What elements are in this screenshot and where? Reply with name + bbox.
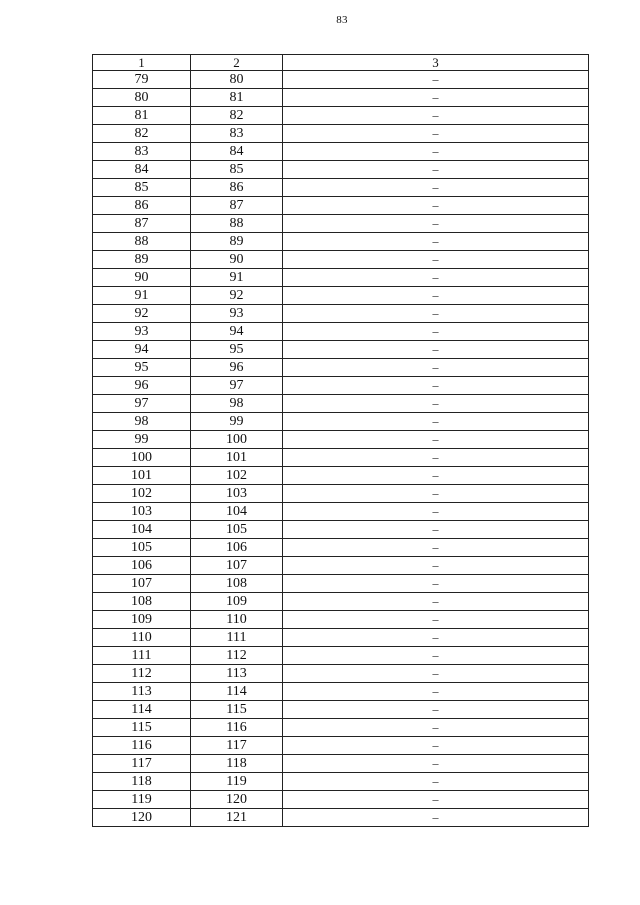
table-cell-col-2: 102: [191, 467, 283, 485]
table-cell-col-2: 95: [191, 341, 283, 359]
table-cell-col-1: 119: [93, 791, 191, 809]
table-row: [93, 89, 589, 107]
table-cell-col-2: 118: [191, 755, 283, 773]
table-cell-col-1: 100: [93, 449, 191, 467]
table-cell-col-2: 87: [191, 197, 283, 215]
table-cell-col-2: 94: [191, 323, 283, 341]
table-row: [93, 647, 589, 665]
table-row: [93, 413, 589, 431]
table-row: [93, 431, 589, 449]
table-cell-col-3: –: [283, 719, 589, 737]
table-cell-col-1: 94: [93, 341, 191, 359]
table-cell-col-3: –: [283, 431, 589, 449]
table-cell-col-3: –: [283, 755, 589, 773]
table-cell-col-2: 107: [191, 557, 283, 575]
table-cell-col-3: –: [283, 665, 589, 683]
table-cell-col-1: 88: [93, 233, 191, 251]
table-cell-col-3: –: [283, 449, 589, 467]
page-number: 83: [336, 14, 348, 26]
table-cell-col-2: 93: [191, 305, 283, 323]
table-cell-col-3: –: [283, 215, 589, 233]
table-row: [93, 611, 589, 629]
table-cell-col-3: –: [283, 233, 589, 251]
table-row: [93, 539, 589, 557]
table-row: [93, 521, 589, 539]
column-header-2: 2: [191, 55, 283, 71]
table-cell-col-3: –: [283, 629, 589, 647]
table-cell-col-2: 86: [191, 179, 283, 197]
table-row: [93, 125, 589, 143]
table-cell-col-1: 86: [93, 197, 191, 215]
table-cell-col-2: 91: [191, 269, 283, 287]
table-row: [93, 557, 589, 575]
table-cell-col-3: –: [283, 593, 589, 611]
table-cell-col-3: –: [283, 557, 589, 575]
table-header: [93, 55, 589, 71]
table-cell-col-1: 116: [93, 737, 191, 755]
table-cell-col-3: –: [283, 683, 589, 701]
table-cell-col-1: 90: [93, 269, 191, 287]
table-cell-col-2: 104: [191, 503, 283, 521]
table-cell-col-1: 93: [93, 323, 191, 341]
header-row: [93, 55, 589, 71]
table-cell-col-2: 82: [191, 107, 283, 125]
table-cell-col-2: 105: [191, 521, 283, 539]
table-cell-col-1: 117: [93, 755, 191, 773]
table-cell-col-3: –: [283, 359, 589, 377]
table-row: [93, 359, 589, 377]
table-cell-col-3: –: [283, 89, 589, 107]
data-table-container: [92, 54, 589, 827]
column-header-3: 3: [283, 55, 589, 71]
table-row: [93, 107, 589, 125]
table-cell-col-3: –: [283, 539, 589, 557]
table-cell-col-2: 80: [191, 71, 283, 89]
table-cell-col-3: –: [283, 161, 589, 179]
table-cell-col-2: 90: [191, 251, 283, 269]
table-cell-col-3: –: [283, 413, 589, 431]
table-cell-col-1: 97: [93, 395, 191, 413]
table-cell-col-1: 98: [93, 413, 191, 431]
table-row: [93, 305, 589, 323]
table-cell-col-1: 84: [93, 161, 191, 179]
table-row: [93, 377, 589, 395]
table-row: [93, 197, 589, 215]
table-cell-col-1: 107: [93, 575, 191, 593]
table-cell-col-2: 111: [191, 629, 283, 647]
table-row: [93, 161, 589, 179]
table-cell-col-1: 114: [93, 701, 191, 719]
table-cell-col-2: 100: [191, 431, 283, 449]
table-row: [93, 233, 589, 251]
table-row: [93, 179, 589, 197]
table-row: [93, 485, 589, 503]
table-row: [93, 215, 589, 233]
table-cell-col-1: 118: [93, 773, 191, 791]
table-cell-col-2: 119: [191, 773, 283, 791]
table-cell-col-3: –: [283, 701, 589, 719]
table-cell-col-2: 113: [191, 665, 283, 683]
table-row: [93, 287, 589, 305]
table-cell-col-2: 108: [191, 575, 283, 593]
table-cell-col-2: 110: [191, 611, 283, 629]
table-row: [93, 593, 589, 611]
table-cell-col-1: 83: [93, 143, 191, 161]
table-cell-col-3: –: [283, 521, 589, 539]
table-cell-col-1: 113: [93, 683, 191, 701]
table-cell-col-3: –: [283, 791, 589, 809]
table-row: [93, 755, 589, 773]
table-cell-col-1: 81: [93, 107, 191, 125]
table-cell-col-1: 115: [93, 719, 191, 737]
table-cell-col-2: 114: [191, 683, 283, 701]
table-cell-col-3: –: [283, 107, 589, 125]
table-cell-col-2: 101: [191, 449, 283, 467]
table-cell-col-3: –: [283, 125, 589, 143]
table-row: [93, 683, 589, 701]
table-cell-col-3: –: [283, 575, 589, 593]
table-cell-col-2: 88: [191, 215, 283, 233]
table-cell-col-3: –: [283, 71, 589, 89]
data-table: [92, 54, 589, 827]
table-cell-col-1: 79: [93, 71, 191, 89]
table-row: [93, 719, 589, 737]
table-cell-col-3: –: [283, 269, 589, 287]
table-cell-col-1: 105: [93, 539, 191, 557]
table-row: [93, 395, 589, 413]
table-cell-col-1: 102: [93, 485, 191, 503]
table-row: [93, 143, 589, 161]
table-cell-col-2: 84: [191, 143, 283, 161]
table-row: [93, 71, 589, 89]
table-cell-col-3: –: [283, 395, 589, 413]
table-cell-col-1: 109: [93, 611, 191, 629]
table-row: [93, 791, 589, 809]
table-cell-col-3: –: [283, 485, 589, 503]
table-cell-col-2: 96: [191, 359, 283, 377]
table-row: [93, 629, 589, 647]
table-cell-col-2: 98: [191, 395, 283, 413]
table-cell-col-1: 82: [93, 125, 191, 143]
table-row: [93, 665, 589, 683]
table-cell-col-1: 108: [93, 593, 191, 611]
column-header-1: 1: [93, 55, 191, 71]
table-row: [93, 809, 589, 827]
table-cell-col-1: 112: [93, 665, 191, 683]
table-cell-col-2: 83: [191, 125, 283, 143]
table-cell-col-1: 120: [93, 809, 191, 827]
table-cell-col-1: 85: [93, 179, 191, 197]
table-row: [93, 575, 589, 593]
table-cell-col-2: 112: [191, 647, 283, 665]
table-cell-col-2: 106: [191, 539, 283, 557]
table-row: [93, 467, 589, 485]
table-cell-col-1: 111: [93, 647, 191, 665]
table-cell-col-3: –: [283, 737, 589, 755]
table-cell-col-2: 117: [191, 737, 283, 755]
table-cell-col-1: 104: [93, 521, 191, 539]
table-cell-col-2: 92: [191, 287, 283, 305]
table-cell-col-1: 91: [93, 287, 191, 305]
table-row: [93, 701, 589, 719]
table-cell-col-2: 85: [191, 161, 283, 179]
table-cell-col-1: 99: [93, 431, 191, 449]
table-cell-col-3: –: [283, 503, 589, 521]
table-cell-col-3: –: [283, 143, 589, 161]
table-cell-col-1: 89: [93, 251, 191, 269]
table-cell-col-3: –: [283, 773, 589, 791]
table-cell-col-2: 116: [191, 719, 283, 737]
table-row: [93, 341, 589, 359]
table-cell-col-2: 115: [191, 701, 283, 719]
table-cell-col-2: 97: [191, 377, 283, 395]
table-cell-col-1: 92: [93, 305, 191, 323]
table-row: [93, 323, 589, 341]
table-cell-col-2: 109: [191, 593, 283, 611]
table-row: [93, 503, 589, 521]
table-cell-col-1: 87: [93, 215, 191, 233]
table-row: [93, 449, 589, 467]
table-cell-col-3: –: [283, 179, 589, 197]
table-cell-col-2: 121: [191, 809, 283, 827]
table-cell-col-3: –: [283, 251, 589, 269]
table-cell-col-1: 95: [93, 359, 191, 377]
table-cell-col-1: 80: [93, 89, 191, 107]
table-cell-col-3: –: [283, 467, 589, 485]
table-row: [93, 251, 589, 269]
table-cell-col-3: –: [283, 197, 589, 215]
table-cell-col-2: 103: [191, 485, 283, 503]
table-cell-col-1: 110: [93, 629, 191, 647]
table-cell-col-2: 81: [191, 89, 283, 107]
table-cell-col-2: 120: [191, 791, 283, 809]
table-row: [93, 773, 589, 791]
table-cell-col-1: 106: [93, 557, 191, 575]
table-cell-col-3: –: [283, 647, 589, 665]
table-cell-col-3: –: [283, 809, 589, 827]
table-cell-col-3: –: [283, 341, 589, 359]
table-row: [93, 269, 589, 287]
table-row: [93, 737, 589, 755]
table-cell-col-1: 103: [93, 503, 191, 521]
table-cell-col-3: –: [283, 323, 589, 341]
table-body: [93, 71, 589, 827]
table-cell-col-3: –: [283, 377, 589, 395]
table-cell-col-3: –: [283, 611, 589, 629]
table-cell-col-3: –: [283, 287, 589, 305]
table-cell-col-1: 101: [93, 467, 191, 485]
table-cell-col-2: 99: [191, 413, 283, 431]
table-cell-col-1: 96: [93, 377, 191, 395]
table-cell-col-2: 89: [191, 233, 283, 251]
table-cell-col-3: –: [283, 305, 589, 323]
